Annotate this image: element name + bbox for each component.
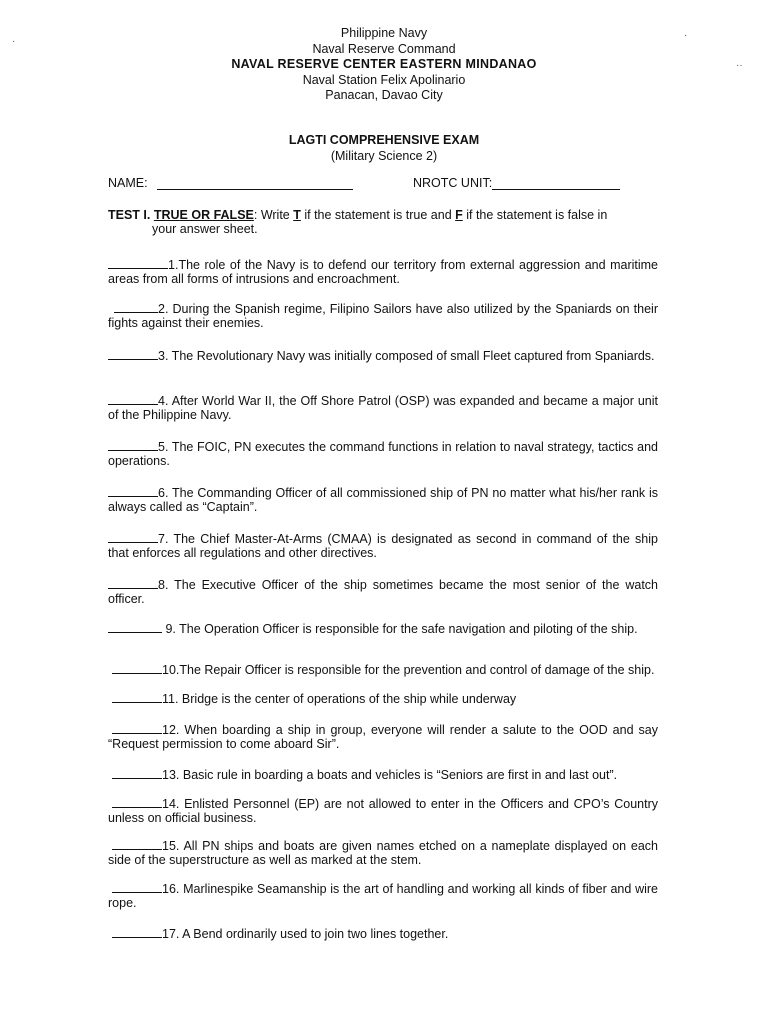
question-number: 6. [158, 486, 169, 500]
answer-blank [108, 531, 158, 543]
question-1 [108, 257, 658, 286]
question-number: 13. [162, 768, 180, 782]
question-text: Bridge is the center of operations of the ship while underway [178, 692, 517, 706]
question-16 [108, 881, 658, 910]
answer-blank [108, 257, 168, 269]
org-line-5: Panacan, Davao City [325, 88, 443, 102]
answer-blank [112, 691, 162, 703]
question-text: The FOIC, PN executes the command functions in relation to naval strategy, tactics and operations. [108, 440, 658, 468]
unit-label: NROTC UNIT: [413, 176, 493, 190]
question-number: 12. [162, 723, 180, 737]
question-number: 10. [162, 663, 180, 677]
question-text: Basic rule in boarding a boats and vehicles is “Seniors are first in and last out”. [179, 768, 618, 782]
scan-speck: · [684, 30, 688, 41]
exam-subtitle: (Military Science 2) [330, 148, 438, 163]
answer-blank [108, 577, 158, 589]
answer-blank [112, 926, 162, 938]
question-text: Enlisted Personnel (EP) are not allowed to enter in the Officers and CPO’s Country unless on official business. [108, 797, 658, 825]
answer-blank [112, 662, 162, 674]
question-text: The Chief Master-At-Arms (CMAA) is designated as second in command of the ship that enforces all regulations and other directives. [108, 532, 658, 560]
test-type: TRUE OR FALSE [153, 208, 254, 222]
answer-blank [112, 796, 162, 808]
name-line [157, 177, 353, 190]
org-line-4: Naval Station Felix Apolinario [302, 72, 466, 87]
instruction-part-a: : Write [253, 208, 294, 222]
question-17 [108, 926, 658, 942]
question-text: When boarding a ship in group, everyone will render a salute to the OOD and say “Request permission to come aboard Sir”. [108, 723, 658, 751]
question-10 [108, 662, 658, 678]
question-number: 9. [165, 622, 176, 636]
answer-blank [108, 485, 158, 497]
question-7 [108, 531, 658, 560]
question-12 [108, 722, 658, 751]
question-number: 1. [168, 258, 179, 272]
answer-blank [112, 838, 162, 850]
answer-blank [112, 881, 162, 893]
question-number: 4. [158, 394, 169, 408]
instruction-part-b: if the statement is true and [300, 208, 456, 222]
scan-speck: ·· [736, 60, 743, 71]
question-text: A Bend ordinarily used to join two lines together. [179, 927, 449, 941]
question-number: 16. [162, 882, 180, 896]
instruction-part-d: your answer sheet. [152, 222, 258, 236]
letterhead [0, 26, 768, 104]
answer-blank [114, 301, 158, 313]
question-text: During the Spanish regime, Filipino Sailors have also utilized by the Spaniards on their fights against their enemies. [108, 302, 658, 330]
question-text: The role of the Navy is to defend our territory from external aggression and maritime areas from all forms of intrusions and encroachment. [108, 258, 658, 286]
question-2 [108, 301, 658, 330]
instruction-part-c: if the statement is false in [462, 208, 608, 222]
question-15 [108, 838, 658, 867]
question-number: 3. [158, 349, 169, 363]
answer-blank [112, 722, 162, 734]
name-label: NAME: [108, 176, 148, 190]
question-number: 7. [158, 532, 169, 546]
question-text: The Revolutionary Navy was initially composed of small Fleet captured from Spaniards. [168, 349, 655, 363]
test-label: TEST I. [108, 208, 151, 222]
org-line-1: Philippine Navy [340, 26, 428, 40]
question-number: 11. [162, 692, 179, 706]
question-11 [108, 691, 658, 707]
question-number: 2. [158, 302, 169, 316]
unit-field [413, 176, 620, 190]
answer-blank [108, 621, 162, 633]
answer-blank [108, 439, 158, 451]
question-number: 14. [162, 797, 180, 811]
question-text: The Repair Officer is responsible for the prevention and control of damage of the ship. [179, 663, 655, 677]
question-text: After World War II, the Off Shore Patrol (OSP) was expanded and became a major unit of the Philippine Navy. [108, 394, 658, 422]
scan-speck: · [12, 36, 16, 47]
question-number: 15. [162, 839, 180, 853]
question-text: The Commanding Officer of all commissioned ship of PN no matter what his/her rank is always called as “Captain”. [108, 486, 658, 514]
question-5 [108, 439, 658, 468]
exam-heading [0, 133, 768, 164]
question-14 [108, 796, 658, 825]
question-text: The Executive Officer of the ship sometimes became the most senior of the watch officer. [108, 578, 658, 606]
question-number: 5. [158, 440, 169, 454]
org-line-3: NAVAL RESERVE CENTER EASTERN MINDANAO [231, 57, 537, 71]
exam-title: LAGTI COMPREHENSIVE EXAM [288, 133, 480, 147]
answer-blank [108, 348, 158, 360]
question-number: 17. [162, 927, 180, 941]
question-13 [108, 767, 658, 783]
false-letter: F [455, 208, 463, 222]
test-instructions [108, 208, 653, 236]
question-9 [108, 621, 658, 637]
org-line-2: Naval Reserve Command [312, 41, 456, 56]
question-text: All PN ships and boats are given names etched on a nameplate displayed on each side of the superstructure as well as marked at the stem. [108, 839, 658, 867]
true-letter: T [293, 208, 301, 222]
answer-blank [108, 393, 158, 405]
question-3 [108, 348, 658, 364]
question-text: Marlinespike Seamanship is the art of handling and working all kinds of fiber and wire rope. [108, 882, 658, 910]
question-8 [108, 577, 658, 606]
unit-line [492, 177, 620, 190]
answer-blank [112, 767, 162, 779]
question-6 [108, 485, 658, 514]
question-text: The Operation Officer is responsible for the safe navigation and piloting of the ship. [175, 622, 638, 636]
name-field [108, 176, 353, 190]
question-number: 8. [158, 578, 169, 592]
question-4 [108, 393, 658, 422]
